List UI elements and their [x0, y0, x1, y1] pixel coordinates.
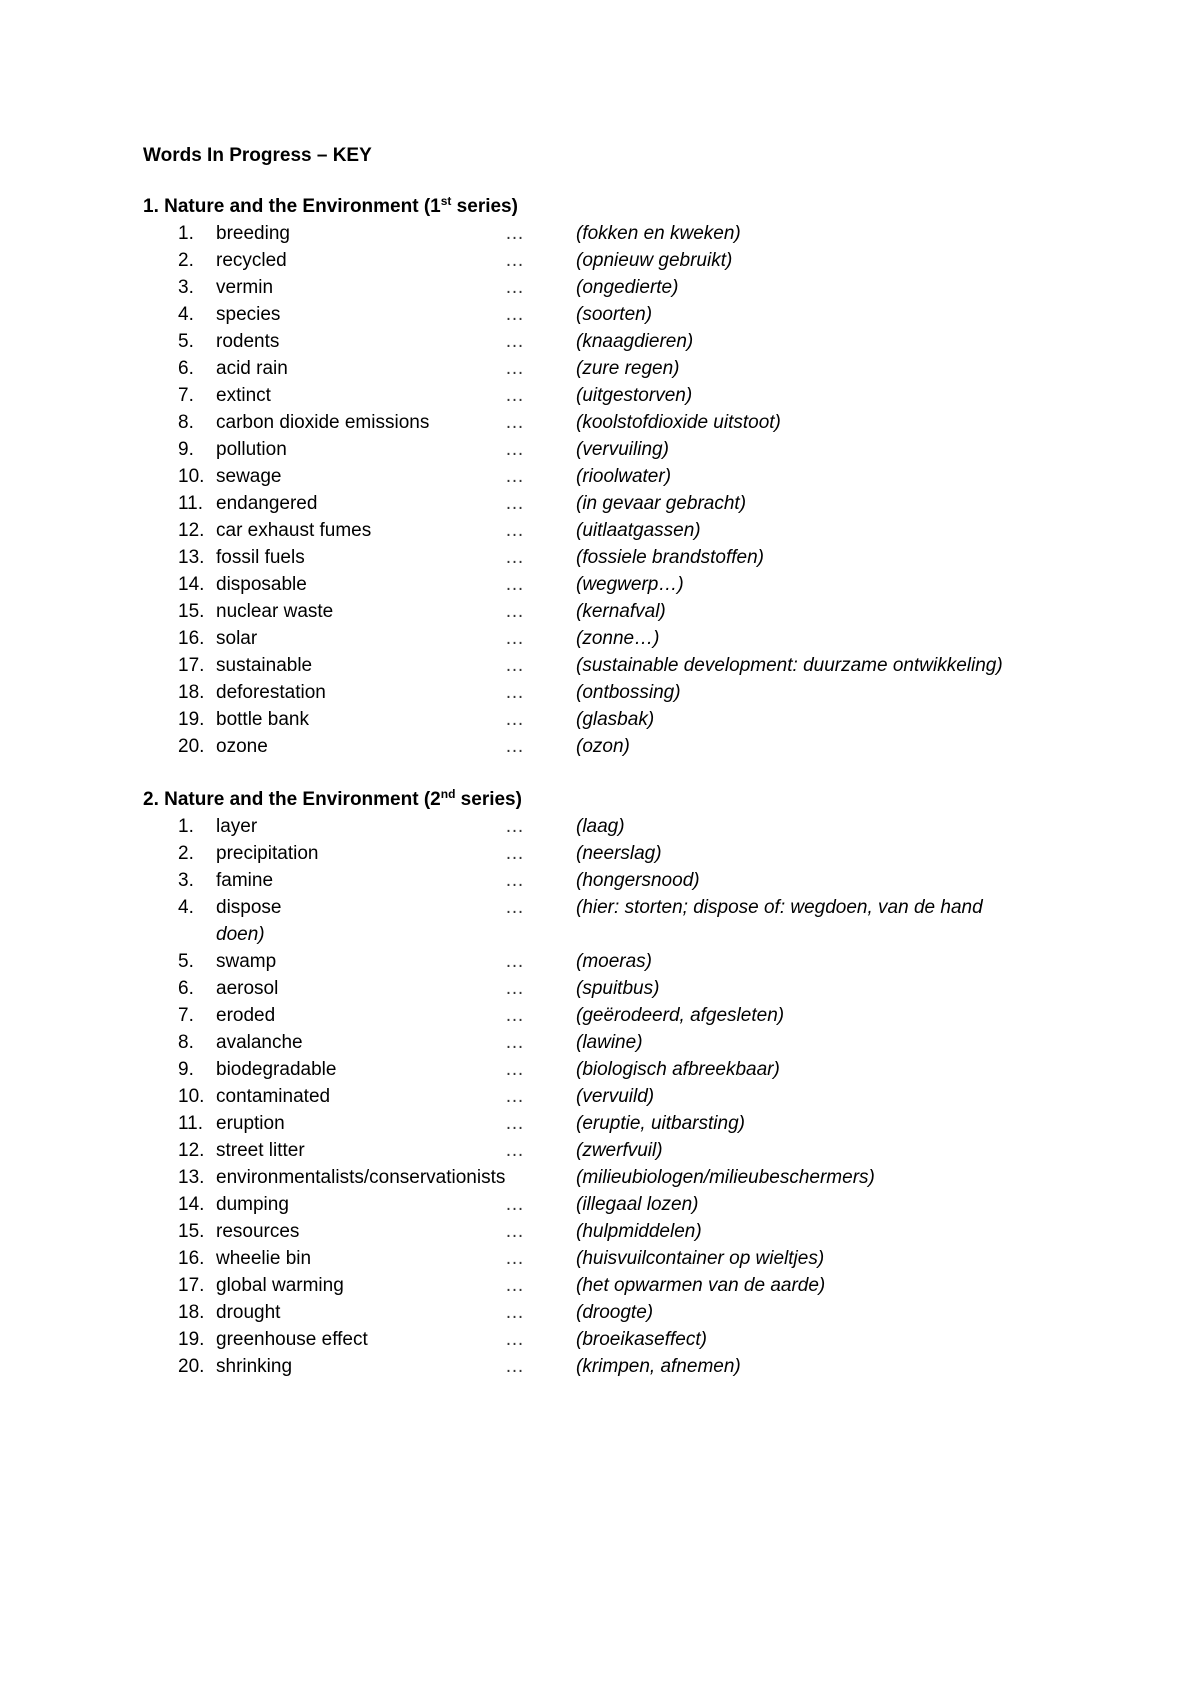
ellipsis: …: [505, 385, 524, 406]
item-number: 19.: [178, 709, 205, 730]
section-heading-suffix: series): [455, 789, 522, 810]
dutch-translation: (hulpmiddelen): [576, 1221, 702, 1242]
english-term: pollution: [216, 439, 287, 460]
list-item: [143, 492, 1123, 519]
english-term: acid rain: [216, 358, 288, 379]
ellipsis: …: [505, 574, 524, 595]
item-number: 16.: [178, 628, 205, 649]
ellipsis: …: [505, 493, 524, 514]
english-term: fossil fuels: [216, 547, 305, 568]
item-number: 3.: [178, 277, 194, 298]
english-term: car exhaust fumes: [216, 520, 372, 541]
english-term: environmentalists/conservationists: [216, 1167, 506, 1188]
section-heading: [143, 788, 1123, 815]
item-number: 19.: [178, 1329, 205, 1350]
ellipsis: …: [505, 1194, 524, 1215]
list-item: [143, 977, 1123, 1004]
item-number: 18.: [178, 682, 205, 703]
ellipsis: …: [505, 223, 524, 244]
dutch-translation: (het opwarmen van de aarde): [576, 1275, 826, 1296]
dutch-translation: (fokken en kweken): [576, 223, 741, 244]
dutch-translation: (geërodeerd, afgesleten): [576, 1005, 785, 1026]
dutch-translation: (ozon): [576, 736, 630, 757]
section-heading-text: 1. Nature and the Environment (1: [143, 196, 441, 217]
item-number: 10.: [178, 466, 205, 487]
ellipsis: …: [505, 978, 524, 999]
item-number: 17.: [178, 1275, 205, 1296]
ellipsis: …: [505, 628, 524, 649]
item-number: 4.: [178, 304, 194, 325]
dutch-translation: (wegwerp…): [576, 574, 684, 595]
list-item: [143, 1139, 1123, 1166]
item-number: 15.: [178, 1221, 205, 1242]
item-number: 18.: [178, 1302, 205, 1323]
english-term: layer: [216, 816, 258, 837]
ellipsis: …: [505, 655, 524, 676]
dutch-translation: (spuitbus): [576, 978, 660, 999]
dutch-translation: (broeikaseffect): [576, 1329, 707, 1350]
ellipsis: …: [505, 1302, 524, 1323]
english-term: bottle bank: [216, 709, 309, 730]
dutch-translation: (hongersnood): [576, 870, 700, 891]
ellipsis: …: [505, 1032, 524, 1053]
english-term: nuclear waste: [216, 601, 334, 622]
list-item: [143, 1355, 1123, 1382]
dutch-translation: (kernafval): [576, 601, 666, 622]
ellipsis: …: [505, 870, 524, 891]
dutch-translation: (koolstofdioxide uitstoot): [576, 412, 781, 433]
dutch-translation: (hier: storten; dispose of: wegdoen, van de hand: [576, 897, 983, 918]
ellipsis: …: [505, 709, 524, 730]
list-item: [143, 1058, 1123, 1085]
dutch-translation: (moeras): [576, 951, 653, 972]
item-number: 14.: [178, 1194, 205, 1215]
list-item: [143, 1004, 1123, 1031]
ellipsis: …: [505, 843, 524, 864]
item-number: 2.: [178, 250, 194, 271]
item-number: 6.: [178, 978, 194, 999]
list-item: [143, 303, 1123, 330]
dutch-translation: (droogte): [576, 1302, 654, 1323]
english-term: carbon dioxide emissions: [216, 412, 430, 433]
item-number: 16.: [178, 1248, 205, 1269]
document-title: Words In Progress – KEY: [143, 145, 372, 166]
list-item: [143, 896, 1123, 950]
english-term: aerosol: [216, 978, 279, 999]
list-item: [143, 815, 1123, 842]
list-item: [143, 681, 1123, 708]
list-item: [143, 842, 1123, 869]
dutch-translation: (zure regen): [576, 358, 680, 379]
section-1: [143, 195, 1123, 762]
dutch-translation: (rioolwater): [576, 466, 672, 487]
english-term: swamp: [216, 951, 277, 972]
dutch-translation: (zonne…): [576, 628, 660, 649]
english-term: dispose: [216, 897, 282, 918]
section-2: [143, 788, 1123, 1382]
list-item: [143, 276, 1123, 303]
vocabulary-list: [143, 815, 1123, 1382]
list-item: [143, 330, 1123, 357]
list-item: [143, 1328, 1123, 1355]
dutch-translation: (lawine): [576, 1032, 643, 1053]
list-item: [143, 357, 1123, 384]
english-term: ozone: [216, 736, 268, 757]
item-number: 1.: [178, 816, 194, 837]
english-term: eroded: [216, 1005, 276, 1026]
list-item: [143, 1247, 1123, 1274]
ellipsis: …: [505, 897, 524, 918]
ellipsis: …: [505, 1221, 524, 1242]
dutch-translation: (soorten): [576, 304, 653, 325]
ellipsis: …: [505, 1356, 524, 1377]
english-term: drought: [216, 1302, 281, 1323]
list-item: [143, 735, 1123, 762]
ellipsis: …: [505, 1005, 524, 1026]
item-number: 20.: [178, 1356, 205, 1377]
ellipsis: …: [505, 1275, 524, 1296]
dutch-translation: (opnieuw gebruikt): [576, 250, 733, 271]
ellipsis: …: [505, 1140, 524, 1161]
list-item: [143, 627, 1123, 654]
section-heading-ordinal: st: [440, 193, 452, 208]
ellipsis: …: [505, 1329, 524, 1350]
list-item: [143, 519, 1123, 546]
item-number: 12.: [178, 520, 205, 541]
dutch-translation: (knaagdieren): [576, 331, 694, 352]
item-number: 2.: [178, 843, 194, 864]
english-term: recycled: [216, 250, 287, 271]
dutch-translation: (zwerfvuil): [576, 1140, 663, 1161]
dutch-translation: (krimpen, afnemen): [576, 1356, 741, 1377]
list-item: [143, 384, 1123, 411]
english-term: species: [216, 304, 281, 325]
ellipsis: …: [505, 331, 524, 352]
list-item: [143, 465, 1123, 492]
list-item: [143, 411, 1123, 438]
item-number: 10.: [178, 1086, 205, 1107]
item-number: 5.: [178, 331, 194, 352]
dutch-translation: (ontbossing): [576, 682, 681, 703]
list-item: [143, 600, 1123, 627]
ellipsis: …: [505, 736, 524, 757]
dutch-translation: (glasbak): [576, 709, 655, 730]
list-item: [143, 950, 1123, 977]
dutch-translation: (huisvuilcontainer op wieltjes): [576, 1248, 825, 1269]
list-item: [143, 1193, 1123, 1220]
english-term: disposable: [216, 574, 307, 595]
item-number: 9.: [178, 439, 194, 460]
english-term: global warming: [216, 1275, 344, 1296]
list-item: [143, 573, 1123, 600]
ellipsis: …: [505, 1113, 524, 1134]
english-term: famine: [216, 870, 274, 891]
ellipsis: …: [505, 358, 524, 379]
dutch-translation: (neerslag): [576, 843, 662, 864]
english-term: sewage: [216, 466, 282, 487]
list-item: [143, 249, 1123, 276]
ellipsis: …: [505, 547, 524, 568]
section-heading-ordinal: nd: [440, 786, 456, 801]
item-number: 11.: [178, 493, 204, 514]
item-number: 14.: [178, 574, 205, 595]
english-term: eruption: [216, 1113, 285, 1134]
list-item: [143, 1166, 1123, 1193]
dutch-translation: (vervuiling): [576, 439, 669, 460]
english-term: sustainable: [216, 655, 313, 676]
dutch-translation: (illegaal lozen): [576, 1194, 699, 1215]
dutch-translation: (uitlaatgassen): [576, 520, 701, 541]
english-term: resources: [216, 1221, 300, 1242]
item-number: 8.: [178, 412, 194, 433]
dutch-translation: (eruptie, uitbarsting): [576, 1113, 745, 1134]
english-term: wheelie bin: [216, 1248, 312, 1269]
item-number: 5.: [178, 951, 194, 972]
ellipsis: …: [505, 250, 524, 271]
item-number: 12.: [178, 1140, 205, 1161]
english-term: solar: [216, 628, 258, 649]
dutch-translation: (uitgestorven): [576, 385, 693, 406]
ellipsis: …: [505, 601, 524, 622]
vocabulary-list: [143, 222, 1123, 762]
english-term: vermin: [216, 277, 274, 298]
item-number: 7.: [178, 385, 194, 406]
english-term: rodents: [216, 331, 280, 352]
item-number: 4.: [178, 897, 194, 918]
item-number: 8.: [178, 1032, 194, 1053]
english-term: breeding: [216, 223, 290, 244]
ellipsis: …: [505, 466, 524, 487]
ellipsis: …: [505, 1059, 524, 1080]
item-number: 6.: [178, 358, 194, 379]
english-term: avalanche: [216, 1032, 303, 1053]
section-heading-text: 2. Nature and the Environment (2: [143, 789, 441, 810]
dutch-translation-continued: doen): [216, 924, 265, 945]
ellipsis: …: [505, 412, 524, 433]
english-term: deforestation: [216, 682, 326, 703]
dutch-translation: (milieubiologen/milieubeschermers): [576, 1167, 875, 1188]
english-term: contaminated: [216, 1086, 331, 1107]
ellipsis: …: [505, 816, 524, 837]
list-item: [143, 546, 1123, 573]
list-item: [143, 1085, 1123, 1112]
english-term: dumping: [216, 1194, 289, 1215]
english-term: shrinking: [216, 1356, 293, 1377]
item-number: 7.: [178, 1005, 194, 1026]
english-term: endangered: [216, 493, 318, 514]
dutch-translation: (vervuild): [576, 1086, 655, 1107]
list-item: [143, 654, 1123, 681]
list-item: [143, 1031, 1123, 1058]
item-number: 13.: [178, 1167, 205, 1188]
item-number: 20.: [178, 736, 205, 757]
english-term: precipitation: [216, 843, 319, 864]
list-item: [143, 1274, 1123, 1301]
item-number: 17.: [178, 655, 205, 676]
list-item: [143, 708, 1123, 735]
item-number: 15.: [178, 601, 205, 622]
list-item: [143, 1301, 1123, 1328]
item-number: 3.: [178, 870, 194, 891]
ellipsis: …: [505, 682, 524, 703]
list-item: [143, 869, 1123, 896]
ellipsis: …: [505, 277, 524, 298]
item-number: 1.: [178, 223, 194, 244]
item-number: 9.: [178, 1059, 194, 1080]
dutch-translation: (in gevaar gebracht): [576, 493, 747, 514]
ellipsis: …: [505, 1248, 524, 1269]
section-heading: [143, 195, 1123, 222]
ellipsis: …: [505, 439, 524, 460]
ellipsis: …: [505, 951, 524, 972]
ellipsis: …: [505, 1086, 524, 1107]
dutch-translation: (sustainable development: duurzame ontwikkeling): [576, 655, 1003, 676]
dutch-translation: (laag): [576, 816, 625, 837]
dutch-translation: (ongedierte): [576, 277, 679, 298]
english-term: greenhouse effect: [216, 1329, 368, 1350]
english-term: extinct: [216, 385, 271, 406]
item-number: 13.: [178, 547, 205, 568]
ellipsis: …: [505, 304, 524, 325]
english-term: biodegradable: [216, 1059, 337, 1080]
dutch-translation: (fossiele brandstoffen): [576, 547, 764, 568]
item-number: 11.: [178, 1113, 204, 1134]
english-term: street litter: [216, 1140, 305, 1161]
list-item: [143, 1112, 1123, 1139]
ellipsis: …: [505, 520, 524, 541]
list-item: [143, 1220, 1123, 1247]
dutch-translation: (biologisch afbreekbaar): [576, 1059, 780, 1080]
list-item: [143, 438, 1123, 465]
section-heading-suffix: series): [451, 196, 518, 217]
list-item: [143, 222, 1123, 249]
